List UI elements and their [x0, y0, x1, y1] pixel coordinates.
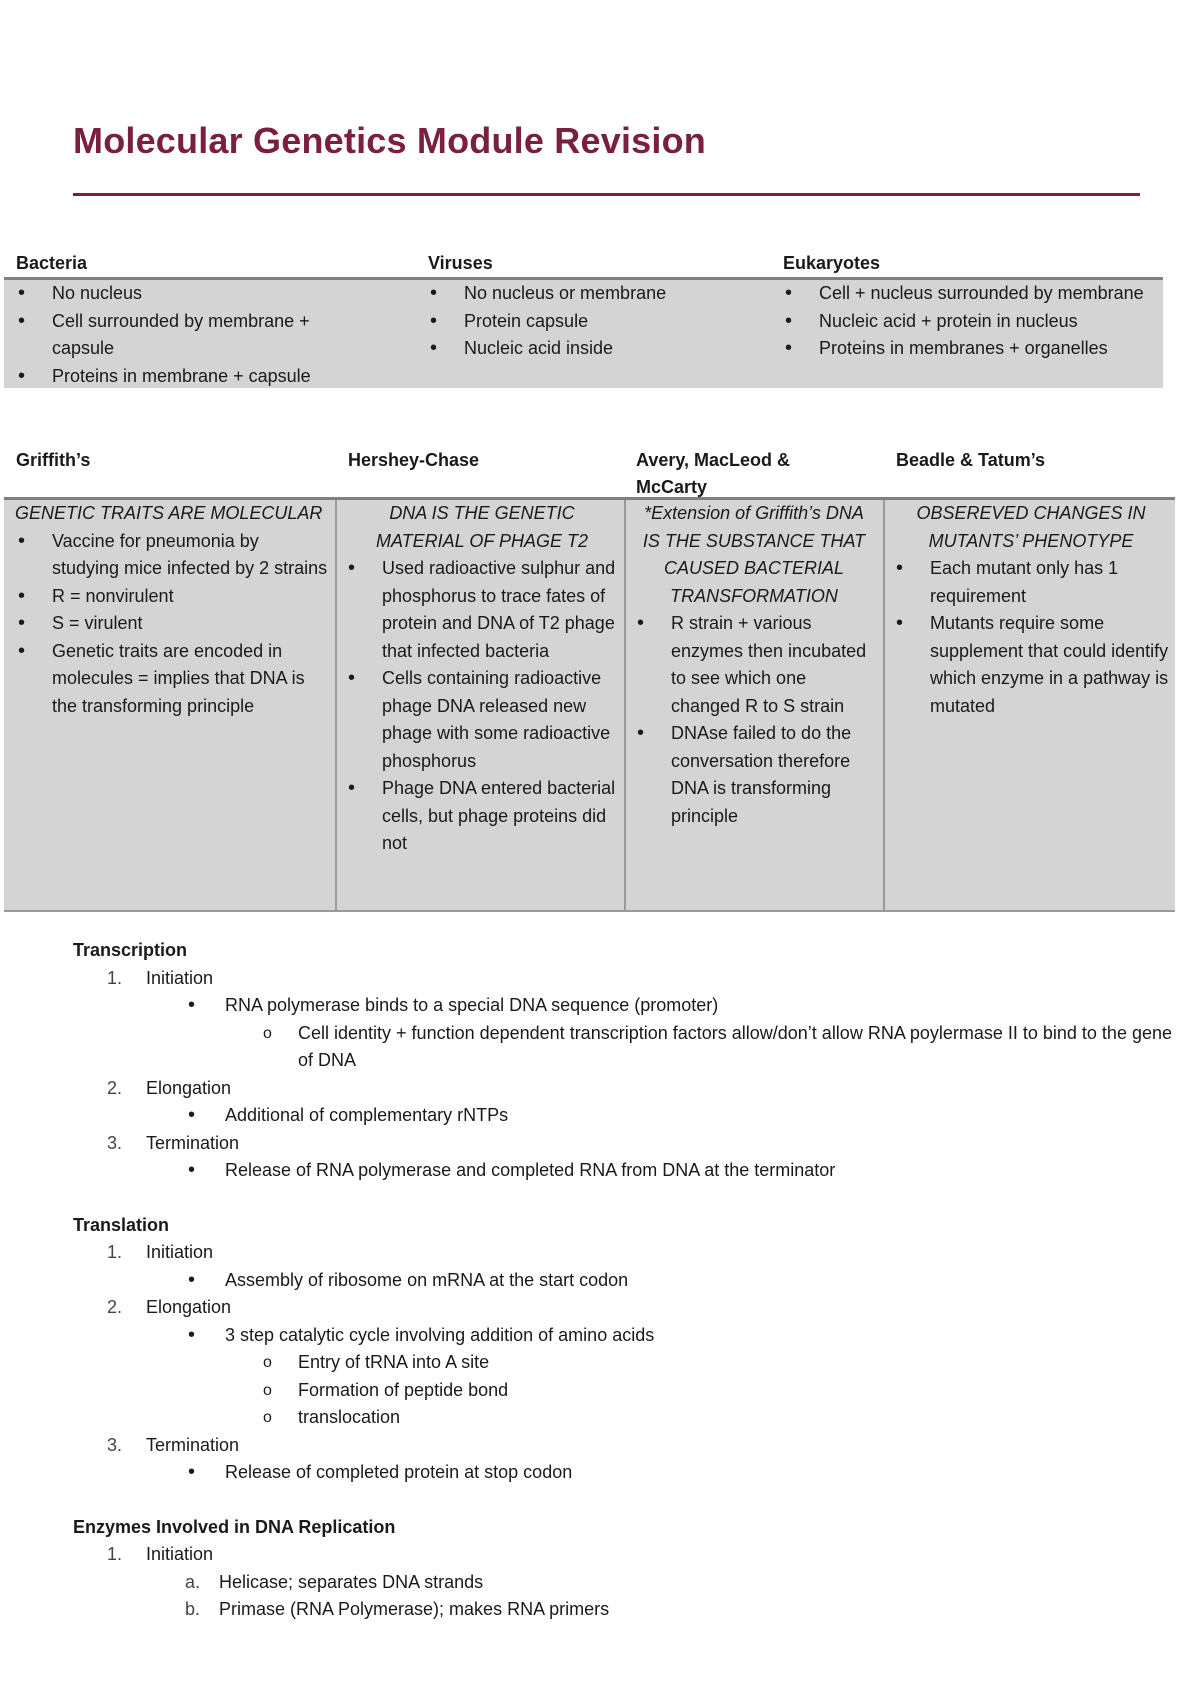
list-item: • Used radioactive sulphur and phosphorus to trace fates of protein and DNA of T2 phage that infected bacteria [345, 555, 619, 665]
replication-title: Enzymes Involved in DNA Replication [73, 1516, 396, 1537]
column-divider [624, 500, 626, 912]
list-item: 2. Elongation [107, 1297, 232, 1317]
list-item: • Cell surrounded by membrane + capsule [15, 308, 375, 363]
list-item: • RNA polymerase binds to a special DNA sequence (promoter) [188, 994, 719, 1016]
list-item: 3. Termination [107, 1434, 240, 1455]
avery-column [634, 500, 874, 830]
notes-section [73, 937, 1173, 1624]
list-item: • Protein capsule [427, 308, 747, 336]
header-avery: Avery, MacLeod & McCarty [636, 450, 791, 497]
viruses-column [427, 280, 747, 363]
list-item: • DNAse failed to do the conversation therefore DNA is transforming principle [634, 720, 874, 830]
list-item: o Cell identity + function dependent transcription factors allow/don’t allow RNA poylermase II to bind to the gene of DNA [263, 1022, 1173, 1070]
avery-heading: *Extension of Griffith’s DNA IS THE SUBSTANCE THAT CAUSED BACTERIAL TRANSFORMATION [642, 503, 866, 606]
list-item: a. Helicase; separates DNA strands [185, 1571, 484, 1592]
list-item: 3. Termination [107, 1132, 240, 1153]
griffith-column [15, 500, 330, 720]
list-item: o Entry of tRNA into A site [263, 1352, 490, 1372]
header-eukaryotes: Eukaryotes [783, 253, 881, 273]
page-title: Molecular Genetics Module Revision [73, 120, 706, 161]
list-item: • R = nonvirulent [15, 583, 330, 611]
list-item: • Phage DNA entered bacterial cells, but phage proteins did not [345, 775, 619, 858]
title-rule [73, 193, 1140, 196]
header-hershey-chase: Hershey-Chase [348, 450, 480, 470]
list-item: • Each mutant only has 1 requirement [893, 555, 1169, 610]
hershey-column [345, 500, 619, 858]
list-item: • Assembly of ribosome on mRNA at the start codon [188, 1268, 629, 1291]
list-item: • Mutants require some supplement that could identify which enzyme in a pathway is mutated [893, 610, 1169, 720]
beadle-column [893, 500, 1169, 720]
list-item: • Vaccine for pneumonia by studying mice infected by 2 strains [15, 528, 330, 583]
list-item: 2. Elongation [107, 1077, 232, 1098]
translation-title: Translation [73, 1214, 170, 1235]
list-item: • Genetic traits are encoded in molecules = implies that DNA is the transforming principle [15, 638, 330, 721]
bacteria-column [15, 280, 375, 390]
list-item: • Nucleic acid inside [427, 335, 747, 363]
list-item: • Cells containing radioactive phage DNA released new phage with some radioactive phosphorus [345, 665, 619, 775]
beadle-heading: OBSEREVED CHANGES IN MUTANTS’ PHENOTYPE [916, 503, 1146, 551]
hershey-heading: DNA IS THE GENETIC MATERIAL OF PHAGE T2 [375, 503, 589, 551]
list-item: o translocation [263, 1407, 401, 1427]
list-item: • Release of RNA polymerase and completed RNA from DNA at the terminator [188, 1159, 836, 1181]
header-bacteria: Bacteria [16, 253, 88, 273]
list-item: • Additional of complementary rNTPs [188, 1104, 509, 1126]
list-item: • No nucleus [15, 280, 375, 308]
header-griffith: Griffith’s [16, 450, 91, 470]
header-viruses: Viruses [428, 253, 493, 273]
list-item: • Release of completed protein at stop codon [188, 1461, 573, 1483]
experiment-table-header [0, 447, 1200, 497]
list-item: • Nucleic acid + protein in nucleus [782, 308, 1162, 336]
header-beadle-tatum: Beadle & Tatum’s [896, 450, 1046, 470]
column-divider [883, 500, 885, 912]
list-item: b. Primase (RNA Polymerase); makes RNA primers [185, 1599, 610, 1619]
organism-table-header [0, 253, 1200, 279]
transcription-title: Transcription [73, 940, 188, 960]
list-item: • R strain + various enzymes then incubated to see which one changed R to S strain [634, 610, 874, 720]
list-item: • No nucleus or membrane [427, 280, 747, 308]
griffith-heading: GENETIC TRAITS ARE MOLECULAR [15, 503, 323, 523]
list-item: • Proteins in membrane + capsule [15, 363, 375, 391]
list-item: • 3 step catalytic cycle involving addition of amino acids [188, 1323, 655, 1346]
list-item: 1. Initiation [107, 1544, 214, 1564]
list-item: • S = virulent [15, 610, 330, 638]
list-item: • Cell + nucleus surrounded by membrane [782, 280, 1162, 308]
list-item: o Formation of peptide bond [263, 1379, 509, 1400]
column-divider [335, 500, 337, 912]
list-item: 1. Initiation [107, 1242, 214, 1262]
list-item: • Proteins in membranes + organelles [782, 335, 1162, 363]
eukaryotes-column [782, 280, 1162, 363]
list-item: 1. Initiation [107, 967, 214, 988]
